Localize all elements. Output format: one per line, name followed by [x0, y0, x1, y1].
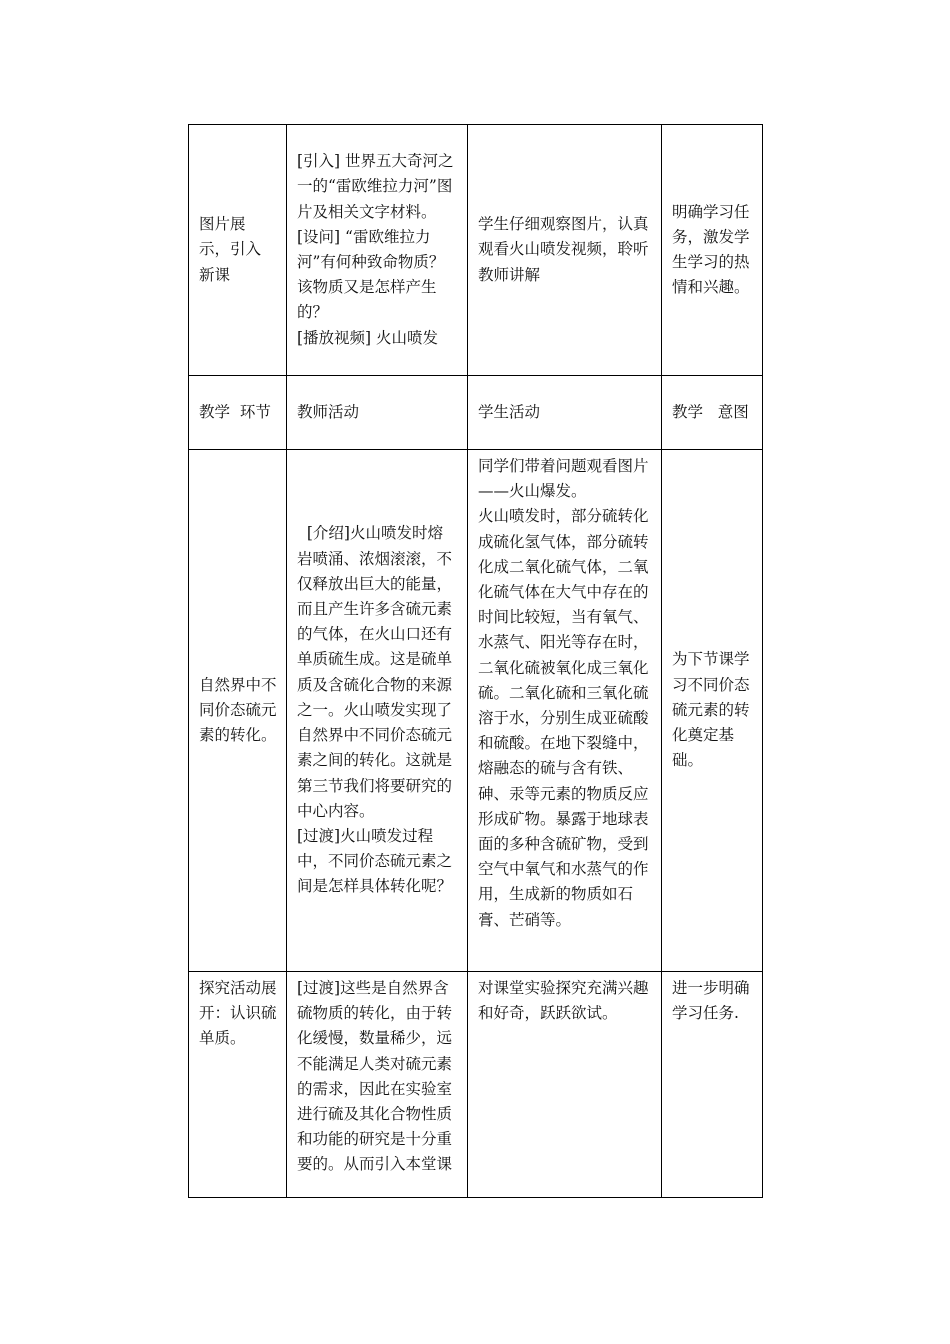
student-activity-cell: 同学们带着问题观看图片——火山爆发。 火山喷发时，部分硫转化成硫化氢气体，部分硫转化成二氧化硫气体，二氧化硫气体在大气中存在的时间比较短，当有氧气、水蒸气、阳光等存在时，二氧化硫被氧化成三氧化硫。二氧化硫和三氧化硫溶于水，分别生成亚硫酸和硫酸。在地下裂缝中，熔融态的硫与含有铁、砷、汞等元素的物质反应形成矿物。暴露于地球表面的多种含硫矿物，受到空气中氧气和水蒸气的作用，生成新的物质如石膏、芒硝等。	[468, 450, 662, 972]
intent-header: 教学 意图	[662, 376, 763, 450]
teacher-activity-cell: [过渡]这些是自然界含硫物质的转化，由于转化缓慢，数量稀少，远不能满足人类对硫元素的需求，因此在实验室进行硫及其化合物性质和功能的研究是十分重要的。从而引入本堂课	[287, 972, 468, 1198]
teacher-activity-cell: [介绍]火山喷发时熔岩喷涌、浓烟滚滚，不仅释放出巨大的能量，而且产生许多含硫元素的气体，在火山口还有单质硫生成。这是硫单质及含硫化合物的来源之一。火山喷发实现了自然界中不同价态硫元素之间的转化。这就是第三节我们将要研究的中心内容。 [过渡]火山喷发过程中，不同价态硫元素之间是怎样具体转化呢？	[287, 450, 468, 972]
lesson-plan-table	[188, 124, 763, 1198]
student-activity-cell: 对课堂实验探究充满兴趣和好奇，跃跃欲试。	[468, 972, 662, 1198]
stage-header: 教学 环节	[189, 376, 287, 450]
table-header-row	[189, 376, 763, 450]
intent-cell: 为下节课学习不同价态硫元素的转化奠定基础。	[662, 450, 763, 972]
table-row	[189, 972, 763, 1198]
teacher-activity-header: 教师活动	[287, 376, 468, 450]
stage-cell: 图片展 示，引入 新课	[189, 125, 287, 376]
stage-cell: 自然界中不同价态硫元素的转化。	[189, 450, 287, 972]
teacher-activity-cell: [引入] 世界五大奇河之一的“雷欧维拉力河”图片及相关文字材料。 [设问] “雷欧维拉力河”有何种致命物质？该物质又是怎样产生的？ [播放视频] 火山喷发	[287, 125, 468, 376]
stage-cell: 探究活动展开：认识硫单质。	[189, 972, 287, 1198]
table-row	[189, 125, 763, 376]
intent-cell: 明确学习任务，激发学生学习的热情和兴趣。	[662, 125, 763, 376]
student-activity-header: 学生活动	[468, 376, 662, 450]
intent-cell: 进一步明确学习任务.	[662, 972, 763, 1198]
table-row	[189, 450, 763, 972]
student-activity-cell: 学生仔细观察图片，认真观看火山喷发视频，聆听教师讲解	[468, 125, 662, 376]
